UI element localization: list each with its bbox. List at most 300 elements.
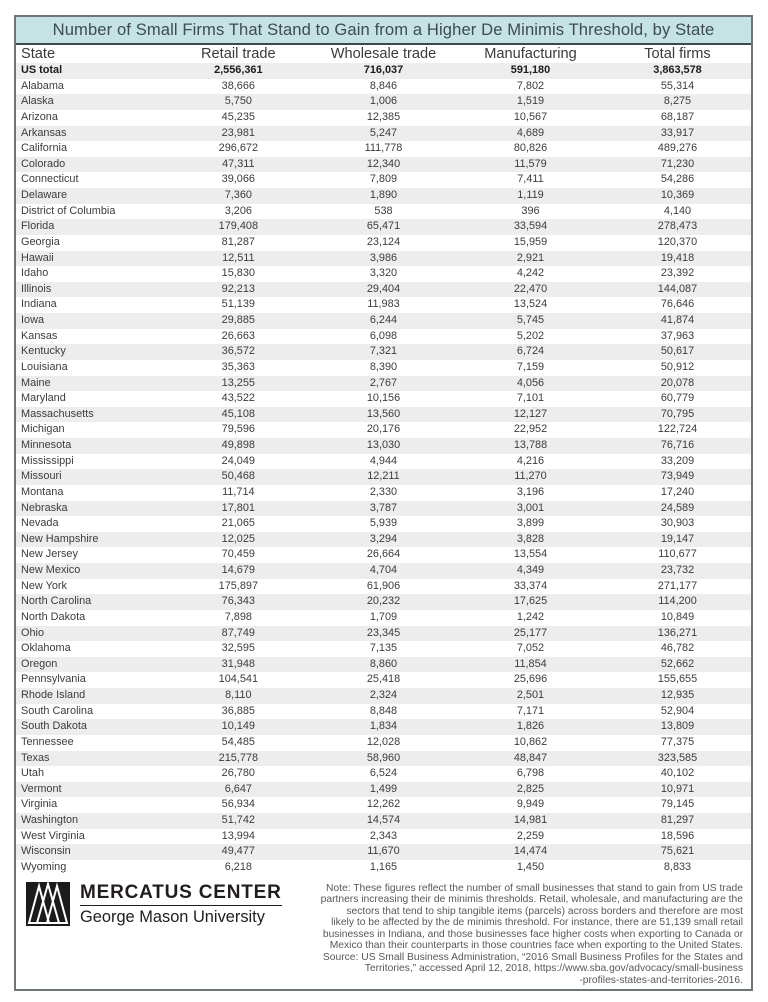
wholesale-trade-value-cell: 13,030	[366, 439, 401, 451]
total-firms-value-cell: 144,087	[657, 282, 698, 295]
total-firms-value-cell: 37,963	[660, 329, 695, 342]
state-name-cell: South Carolina	[21, 704, 94, 717]
table-row	[16, 219, 751, 235]
table-row	[16, 579, 751, 595]
total-firms-value-cell: 79,145	[660, 798, 695, 811]
manufacturing-value-cell: 5,202	[516, 329, 545, 342]
total-firms-value-cell: 17,240	[660, 485, 695, 498]
manufacturing-value-cell: 80,826	[513, 142, 548, 155]
total-firms-value-cell: 70,795	[660, 407, 695, 420]
wholesale-trade-value-cell: 4,944	[369, 454, 398, 467]
total-firms-value-cell: 55,314	[660, 79, 695, 92]
state-name-cell: Nebraska	[21, 501, 68, 514]
table-row	[16, 563, 751, 579]
retail-trade-value-cell: 10,149	[221, 720, 255, 733]
wholesale-trade-value-cell: 2,330	[369, 485, 398, 498]
total-firms-value-cell: 41,874	[660, 314, 695, 326]
retail-trade-value-cell: 12,025	[221, 532, 255, 545]
manufacturing-value-cell: 3,001	[516, 501, 545, 514]
state-name-cell: Montana	[21, 485, 64, 498]
total-firms-value-cell: 10,849	[660, 610, 695, 623]
manufacturing-value-cell: 396	[521, 204, 540, 217]
manufacturing-value-cell: 11,579	[514, 157, 547, 170]
wholesale-trade-value-cell: 12,211	[367, 470, 400, 483]
manufacturing-value-cell: 3,828	[516, 532, 545, 545]
state-name-cell: Hawaii	[21, 251, 54, 264]
manufacturing-value-cell: 2,825	[516, 782, 545, 795]
state-name-cell: New York	[21, 579, 68, 592]
table-row	[16, 376, 751, 392]
state-name-cell: West Virginia	[21, 829, 85, 842]
state-name-cell: Maine	[21, 376, 51, 389]
table-row	[16, 422, 751, 438]
wholesale-trade-value-cell: 10,156	[366, 392, 401, 405]
manufacturing-value-cell: 14,474	[513, 845, 548, 858]
manufacturing-value-cell: 13,524	[513, 298, 548, 311]
wholesale-trade-value-cell: 3,294	[369, 532, 398, 545]
wholesale-trade-value-cell: 7,135	[369, 642, 398, 655]
total-firms-value-cell: 20,078	[660, 376, 695, 389]
total-firms-value-cell: 155,655	[657, 673, 698, 686]
table-row	[16, 329, 751, 345]
state-name-cell: Alaska	[21, 95, 54, 108]
table-row	[16, 297, 751, 313]
table-row	[16, 94, 751, 110]
table-row	[16, 266, 751, 282]
retail-trade-value-cell: 26,780	[221, 767, 255, 780]
state-name-cell: Georgia	[21, 235, 60, 248]
manufacturing-value-cell: 4,216	[516, 454, 545, 467]
manufacturing-value-cell: 7,411	[517, 173, 544, 186]
manufacturing-value-cell: 12,127	[513, 407, 548, 420]
wholesale-trade-value-cell: 58,960	[366, 751, 401, 764]
total-firms-value-cell: 3,863,578	[653, 64, 702, 76]
state-name-cell: Wyoming	[21, 860, 67, 873]
manufacturing-value-cell: 11,854	[514, 657, 547, 670]
table-row	[16, 454, 751, 470]
total-firms-value-cell: 8,833	[663, 860, 692, 873]
retail-trade-value-cell: 296,672	[218, 142, 259, 155]
wholesale-trade-value-cell: 716,037	[363, 64, 404, 76]
retail-trade-value-cell: 7,898	[224, 610, 252, 623]
manufacturing-value-cell: 2,501	[516, 689, 545, 701]
table-row	[16, 860, 751, 876]
manufacturing-value-cell: 7,802	[516, 79, 545, 92]
table-row	[16, 704, 751, 720]
retail-trade-value-cell: 51,139	[221, 298, 255, 311]
manufacturing-value-cell: 11,270	[514, 470, 547, 483]
retail-trade-value-cell: 79,596	[221, 423, 255, 436]
column-header-state: State	[21, 46, 56, 62]
retail-trade-value-cell: 6,647	[224, 782, 252, 795]
state-name-cell: North Carolina	[21, 595, 92, 608]
header-row	[16, 45, 751, 63]
retail-trade-value-cell: 7,360	[224, 189, 252, 201]
retail-trade-value-cell: 6,218	[224, 860, 252, 873]
wholesale-trade-value-cell: 1,834	[369, 720, 398, 733]
table-row	[16, 688, 751, 704]
state-name-cell: Massachusetts	[21, 407, 94, 420]
column-header-retail-trade: Retail trade	[201, 46, 276, 62]
wholesale-trade-value-cell: 29,404	[366, 282, 401, 295]
retail-trade-value-cell: 31,948	[221, 657, 255, 670]
state-name-cell: Alabama	[21, 79, 64, 92]
wholesale-trade-value-cell: 12,385	[366, 110, 401, 123]
wholesale-trade-value-cell: 5,247	[369, 126, 398, 139]
table-row	[16, 657, 751, 673]
manufacturing-value-cell: 2,921	[516, 251, 545, 264]
state-name-cell: US total	[21, 64, 63, 76]
wholesale-trade-value-cell: 20,232	[366, 595, 401, 608]
figure-footer	[16, 876, 751, 990]
total-firms-value-cell: 110,677	[658, 548, 697, 561]
manufacturing-value-cell: 6,724	[516, 345, 545, 358]
total-firms-value-cell: 60,779	[660, 392, 695, 405]
state-name-cell: Pennsylvania	[21, 673, 86, 686]
table-row	[16, 532, 751, 548]
total-firms-value-cell: 136,271	[657, 626, 698, 639]
table-row	[16, 251, 751, 267]
state-name-cell: Ohio	[21, 626, 45, 639]
total-firms-value-cell: 4,140	[663, 204, 692, 217]
manufacturing-value-cell: 10,567	[513, 110, 548, 123]
wholesale-trade-value-cell: 61,906	[366, 579, 401, 592]
total-firms-value-cell: 46,782	[660, 642, 695, 655]
table-row	[16, 235, 751, 251]
retail-trade-value-cell: 36,572	[221, 345, 255, 358]
state-name-cell: Iowa	[21, 314, 45, 326]
total-firms-value-cell: 68,187	[660, 110, 695, 123]
wholesale-trade-value-cell: 23,345	[366, 626, 401, 639]
manufacturing-value-cell: 2,259	[516, 829, 545, 842]
column-header-wholesale-trade: Wholesale trade	[330, 46, 437, 62]
state-name-cell: Florida	[21, 220, 55, 233]
total-firms-value-cell: 120,370	[657, 235, 698, 248]
table-figure	[14, 15, 753, 991]
state-name-cell: North Dakota	[21, 610, 86, 623]
retail-trade-value-cell: 36,885	[221, 704, 255, 717]
manufacturing-value-cell: 13,554	[513, 548, 548, 561]
logo-divider	[80, 905, 282, 906]
table-row	[16, 626, 751, 642]
manufacturing-value-cell: 591,180	[510, 64, 551, 76]
retail-trade-value-cell: 47,311	[222, 157, 255, 170]
state-name-cell: Virginia	[21, 798, 58, 811]
table-row	[16, 751, 751, 767]
wholesale-trade-value-cell: 12,028	[366, 735, 401, 748]
table-row	[16, 829, 751, 845]
retail-trade-value-cell: 45,108	[221, 407, 255, 420]
retail-trade-value-cell: 38,666	[221, 79, 255, 92]
state-name-cell: Louisiana	[21, 360, 68, 373]
retail-trade-value-cell: 49,898	[221, 439, 255, 451]
retail-trade-value-cell: 51,742	[221, 814, 255, 826]
table-row	[16, 282, 751, 298]
table-row	[16, 469, 751, 485]
retail-trade-value-cell: 35,363	[221, 360, 255, 373]
table-row	[16, 641, 751, 657]
wholesale-trade-value-cell: 1,006	[369, 95, 398, 108]
retail-trade-value-cell: 29,885	[221, 314, 255, 326]
table-row	[16, 172, 751, 188]
logo-title: MERCATUS CENTER	[80, 881, 282, 903]
retail-trade-value-cell: 56,934	[221, 798, 255, 811]
wholesale-trade-value-cell: 3,787	[369, 501, 398, 514]
footnote: Note: These figures reflect the number of small businesses that stand to gain from US trade partners increasing their de minimis thresholds. Retail, wholesale, and manufacturing are the sectors that tend to ship tangible items (parcels) across borders and therefore are most likely to be affected by the de minimis threshold. For instance, there are 51,139 small retail businesses in Indiana, and those businesses face higher costs when exporting to Canada or Mexico than their counterparts in those countries face when exporting to the United States. Source: US Small Business Administration, “2016 Small Business Profiles for the States and Territories,” accessed April 12, 2018, https://www.sba.gov/advocacy/small-business -profiles-states-and-territories-2016.	[320, 882, 743, 986]
retail-trade-value-cell: 13,255	[221, 376, 255, 389]
wholesale-trade-value-cell: 2,767	[369, 376, 398, 389]
total-firms-value-cell: 23,392	[660, 267, 695, 280]
table-row	[16, 438, 751, 454]
table-row	[16, 126, 751, 142]
manufacturing-value-cell: 3,899	[516, 517, 545, 530]
table-row	[16, 797, 751, 813]
retail-trade-value-cell: 179,408	[218, 220, 259, 233]
manufacturing-value-cell: 7,159	[516, 360, 545, 373]
manufacturing-value-cell: 1,519	[516, 95, 545, 108]
table-row	[16, 782, 751, 798]
wholesale-trade-value-cell: 111,778	[364, 142, 403, 155]
wholesale-trade-value-cell: 20,176	[366, 423, 401, 436]
mercatus-logo	[26, 882, 282, 926]
retail-trade-value-cell: 39,066	[221, 173, 255, 186]
wholesale-trade-value-cell: 6,098	[369, 329, 398, 342]
total-firms-value-cell: 271,177	[657, 579, 698, 592]
retail-trade-value-cell: 32,595	[221, 642, 255, 655]
state-name-cell: Arizona	[21, 110, 58, 123]
wholesale-trade-value-cell: 3,320	[369, 267, 398, 280]
total-firms-value-cell: 33,917	[660, 126, 695, 139]
wholesale-trade-value-cell: 25,418	[366, 673, 401, 686]
table-row	[16, 204, 751, 220]
manufacturing-value-cell: 4,349	[516, 564, 545, 576]
column-header-manufacturing: Manufacturing	[484, 46, 577, 62]
total-firms-value-cell: 278,473	[657, 220, 698, 233]
manufacturing-value-cell: 4,689	[516, 126, 545, 139]
wholesale-trade-value-cell: 1,499	[369, 782, 398, 795]
manufacturing-value-cell: 7,052	[516, 642, 545, 655]
total-firms-value-cell: 114,200	[658, 595, 697, 608]
state-name-cell: Utah	[21, 767, 45, 780]
retail-trade-value-cell: 104,541	[218, 673, 259, 686]
wholesale-trade-value-cell: 26,664	[366, 548, 401, 561]
state-name-cell: Tennessee	[21, 735, 74, 748]
table-row	[16, 344, 751, 360]
manufacturing-value-cell: 48,847	[513, 751, 548, 764]
total-firms-value-cell: 77,375	[660, 735, 695, 748]
state-name-cell: Indiana	[21, 298, 57, 311]
wholesale-trade-value-cell: 1,890	[369, 189, 398, 201]
state-name-cell: New Hampshire	[21, 532, 99, 545]
state-name-cell: Washington	[21, 814, 79, 826]
retail-trade-value-cell: 215,778	[218, 751, 259, 764]
wholesale-trade-value-cell: 8,390	[369, 360, 398, 373]
total-firms-value-cell: 10,971	[660, 782, 695, 795]
total-firms-value-cell: 33,209	[660, 454, 695, 467]
wholesale-trade-value-cell: 11,670	[367, 845, 400, 858]
total-firms-value-cell: 81,297	[660, 814, 695, 826]
wholesale-trade-value-cell: 2,324	[369, 689, 398, 701]
wholesale-trade-value-cell: 6,244	[369, 314, 398, 326]
total-firms-value-cell: 12,935	[660, 689, 695, 701]
table-row	[16, 157, 751, 173]
table-row	[16, 735, 751, 751]
wholesale-trade-value-cell: 5,939	[369, 517, 398, 530]
retail-trade-value-cell: 13,994	[221, 829, 255, 842]
wholesale-trade-value-cell: 7,809	[369, 173, 398, 186]
wholesale-trade-value-cell: 6,524	[369, 767, 398, 780]
state-name-cell: Texas	[21, 751, 50, 764]
manufacturing-value-cell: 7,101	[516, 392, 545, 405]
table-row	[16, 313, 751, 329]
retail-trade-value-cell: 175,897	[218, 579, 259, 592]
total-firms-value-cell: 13,809	[660, 720, 695, 733]
state-name-cell: Vermont	[21, 782, 62, 795]
state-name-cell: Colorado	[21, 157, 66, 170]
retail-trade-value-cell: 45,235	[221, 110, 255, 123]
manufacturing-value-cell: 1,119	[517, 189, 544, 201]
wholesale-trade-value-cell: 7,321	[369, 345, 398, 358]
manufacturing-value-cell: 1,450	[516, 860, 545, 873]
total-firms-value-cell: 19,147	[660, 532, 695, 545]
manufacturing-value-cell: 17,625	[513, 595, 548, 608]
manufacturing-value-cell: 6,798	[516, 767, 545, 780]
wholesale-trade-value-cell: 2,343	[369, 829, 398, 842]
retail-trade-value-cell: 17,801	[221, 501, 255, 514]
manufacturing-value-cell: 4,242	[516, 267, 545, 280]
total-firms-value-cell: 323,585	[657, 751, 698, 764]
wholesale-trade-value-cell: 1,709	[369, 610, 398, 623]
total-firms-value-cell: 30,903	[660, 517, 695, 530]
retail-trade-value-cell: 15,830	[221, 267, 255, 280]
manufacturing-value-cell: 25,177	[513, 626, 548, 639]
manufacturing-value-cell: 14,981	[513, 814, 548, 826]
state-name-cell: Oregon	[21, 657, 58, 670]
total-firms-value-cell: 24,589	[660, 501, 695, 514]
retail-trade-value-cell: 11,714	[222, 485, 255, 498]
state-name-cell: New Mexico	[21, 564, 81, 576]
total-firms-value-cell: 54,286	[660, 173, 695, 186]
retail-trade-value-cell: 81,287	[221, 235, 255, 248]
total-firms-value-cell: 40,102	[660, 767, 695, 780]
manufacturing-value-cell: 4,056	[516, 376, 545, 389]
state-name-cell: Rhode Island	[21, 689, 86, 701]
retail-trade-value-cell: 43,522	[221, 392, 255, 405]
state-name-cell: Missouri	[21, 470, 62, 483]
table-row	[16, 391, 751, 407]
retail-trade-value-cell: 54,485	[221, 735, 255, 748]
retail-trade-value-cell: 87,749	[221, 626, 255, 639]
manufacturing-value-cell: 33,594	[513, 220, 548, 233]
retail-trade-value-cell: 21,065	[221, 517, 255, 530]
wholesale-trade-value-cell: 65,471	[366, 220, 401, 233]
state-name-cell: Michigan	[21, 423, 65, 436]
manufacturing-value-cell: 1,242	[516, 610, 545, 623]
total-firms-value-cell: 8,275	[663, 95, 692, 108]
wholesale-trade-value-cell: 8,860	[369, 657, 398, 670]
retail-trade-value-cell: 23,981	[221, 126, 255, 139]
total-firms-value-cell: 73,949	[660, 470, 695, 483]
state-name-cell: South Dakota	[21, 720, 87, 733]
state-name-cell: Kansas	[21, 329, 58, 342]
table-row	[16, 188, 751, 204]
wholesale-trade-value-cell: 3,986	[369, 251, 398, 264]
table-row	[16, 766, 751, 782]
total-firms-value-cell: 122,724	[657, 423, 698, 436]
wholesale-trade-value-cell: 11,983	[367, 298, 400, 311]
total-firms-value-cell: 75,621	[660, 845, 695, 858]
state-name-cell: California	[21, 142, 68, 155]
total-firms-value-cell: 71,230	[660, 157, 695, 170]
retail-trade-value-cell: 26,663	[221, 329, 255, 342]
table-row	[16, 594, 751, 610]
manufacturing-value-cell: 5,745	[516, 314, 545, 326]
manufacturing-value-cell: 1,826	[516, 720, 545, 733]
total-firms-value-cell: 10,369	[660, 189, 695, 201]
state-name-cell: District of Columbia	[21, 204, 116, 217]
manufacturing-value-cell: 22,470	[513, 282, 548, 295]
state-name-cell: Idaho	[21, 267, 49, 280]
retail-trade-value-cell: 92,213	[221, 282, 255, 295]
wholesale-trade-value-cell: 14,574	[366, 814, 401, 826]
table-row	[16, 501, 751, 517]
state-name-cell: Kentucky	[21, 345, 66, 358]
table-row	[16, 547, 751, 563]
table-row	[16, 610, 751, 626]
total-firms-value-cell: 52,662	[660, 657, 695, 670]
mercatus-m-mark-icon	[26, 882, 70, 926]
table-row	[16, 516, 751, 532]
table-row	[16, 844, 751, 860]
wholesale-trade-value-cell: 23,124	[366, 235, 401, 248]
state-name-cell: New Jersey	[21, 548, 78, 561]
manufacturing-value-cell: 10,862	[513, 735, 548, 748]
table-row	[16, 813, 751, 829]
total-firms-value-cell: 76,716	[660, 439, 695, 451]
wholesale-trade-value-cell: 13,560	[366, 407, 401, 420]
table-row	[16, 485, 751, 501]
total-firms-value-cell: 18,596	[660, 829, 695, 842]
state-name-cell: Nevada	[21, 517, 59, 530]
manufacturing-value-cell: 9,949	[516, 798, 545, 811]
manufacturing-value-cell: 25,696	[513, 673, 548, 686]
retail-trade-value-cell: 14,679	[221, 564, 255, 576]
state-name-cell: Oklahoma	[21, 642, 71, 655]
table-title: Number of Small Firms That Stand to Gain from a Higher De Minimis Threshold, by State	[16, 17, 751, 45]
total-firms-value-cell: 489,276	[657, 142, 698, 155]
wholesale-trade-value-cell: 4,704	[369, 564, 398, 576]
retail-trade-value-cell: 8,110	[225, 689, 252, 701]
state-firms-table	[16, 45, 751, 876]
total-firms-value-cell: 52,904	[660, 704, 695, 717]
manufacturing-value-cell: 3,196	[516, 485, 545, 498]
wholesale-trade-value-cell: 12,262	[366, 798, 401, 811]
retail-trade-value-cell: 3,206	[224, 204, 252, 217]
wholesale-trade-value-cell: 8,846	[369, 79, 398, 92]
manufacturing-value-cell: 15,959	[513, 235, 548, 248]
table-row	[16, 141, 751, 157]
state-name-cell: Arkansas	[21, 126, 67, 139]
retail-trade-value-cell: 2,556,361	[214, 64, 263, 76]
manufacturing-value-cell: 13,788	[513, 439, 548, 451]
table-row	[16, 79, 751, 95]
total-firms-value-cell: 76,646	[660, 298, 695, 311]
retail-trade-value-cell: 70,459	[221, 548, 255, 561]
total-firms-value-cell: 50,617	[660, 345, 695, 358]
table-row	[16, 672, 751, 688]
table-row	[16, 110, 751, 126]
column-header-total-firms: Total firms	[644, 46, 711, 62]
